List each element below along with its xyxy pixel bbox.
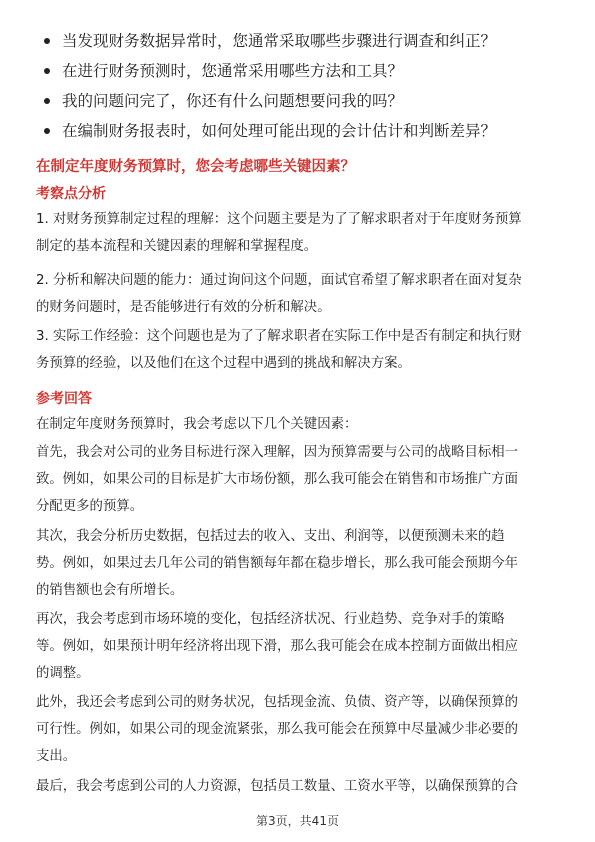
text-line: 的财务问题时，是否能够进行有效的分析和解决。 [36,300,331,315]
analysis-point-3 [36,323,560,377]
text-line: 其次，我会分析历史数据，包括过去的收入、支出、利润等，以便预测未来的趋 [36,529,505,544]
bullet-item [40,26,560,56]
question-title: 在制定年度财务预算时，您会考虑哪些关键因素？ [36,159,355,175]
answer-paragraph-3 [36,606,560,687]
page-number-footer: 第3页，共41页 [256,814,339,828]
bullet-dot-icon [44,68,50,74]
bullet-item [40,116,560,146]
text-line: 制定的基本流程和关键因素的理解和掌握程度。 [36,239,318,254]
bullet-dot-icon [44,38,50,44]
bullet-text: 当发现财务数据异常时，您通常采取哪些步骤进行调查和纠正？ [62,32,497,50]
text-line: 支出。 [36,749,77,764]
bullet-dot-icon [44,128,50,134]
bullet-dot-icon [44,98,50,104]
text-line: 致。例如，如果公司的目标是扩大市场份额，那么我可能会在销售和市场推广方面 [36,472,519,487]
text-line: 再次，我会考虑到市场环境的变化，包括经济状况、行业趋势、竞争对手的策略 [36,612,505,627]
text-line: 1. 对财务预算制定过程的理解：这个问题主要是为了了解求职者对于年度财务预算 [36,212,522,227]
answer-paragraph-5 [36,773,560,800]
bullet-text: 在进行财务预测时，您通常采用哪些方法和工具？ [62,62,404,80]
text-line: 可行性。例如，如果公司的现金流紧张，那么我可能会在预算中尽量减少非必要的 [36,722,519,737]
text-line: 3. 实际工作经验：这个问题也是为了了解求职者在实际工作中是否有制定和执行财 [36,329,522,344]
answer-heading: 参考回答 [36,391,92,407]
analysis-heading: 考察点分析 [36,186,106,202]
answer-intro: 在制定年度财务预算时，我会考虑以下几个关键因素： [36,417,358,432]
question-bullet-list [40,26,560,146]
analysis-point-2 [36,267,560,321]
text-line: 务预算的经验，以及他们在这个过程中遇到的挑战和解决方案。 [36,356,411,371]
text-line: 此外，我还会考虑到公司的财务状况，包括现金流、负债、资产等，以确保预算的 [36,695,519,710]
answer-paragraph-2 [36,523,560,604]
bullet-text: 在编制财务报表时，如何处理可能出现的会计估计和判断差异？ [62,122,497,140]
text-line: 等。例如，如果预计明年经济将出现下滑，那么我可能会在成本控制方面做出相应 [36,639,519,654]
text-line: 2. 分析和解决问题的能力：通过询问这个问题，面试官希望了解求职者在面对复杂 [36,273,522,288]
text-line: 最后，我会考虑到公司的人力资源，包括员工数量、工资水平等，以确保预算的合 [36,779,519,794]
text-line: 势。例如，如果过去几年公司的销售额每年都在稳步增长，那么我可能会预期今年 [36,556,519,571]
bullet-item [40,56,560,86]
answer-paragraph-4 [36,689,560,770]
bullet-item [40,86,560,116]
text-line: 的调整。 [36,666,90,681]
answer-paragraph-1 [36,439,560,520]
analysis-point-1 [36,206,560,260]
bullet-text: 我的问题问完了，你还有什么问题想要问我的吗？ [62,92,404,110]
text-line: 分配更多的预算。 [36,499,144,514]
text-line: 的销售额也会有所增长。 [36,583,184,598]
text-line: 首先，我会对公司的业务目标进行深入理解，因为预算需要与公司的战略目标相一 [36,445,519,460]
